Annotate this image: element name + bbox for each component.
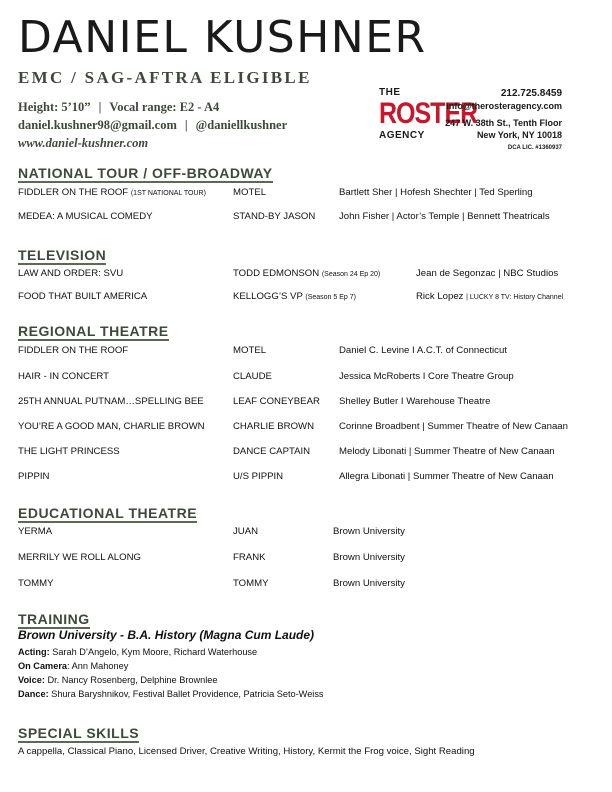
- credit: Brown University: [333, 526, 405, 537]
- credit: Shelley Butler I Warehouse Theatre: [339, 396, 491, 407]
- training-label: Voice:: [18, 675, 45, 685]
- episode-note: (Season 24 Ep 20): [321, 271, 381, 278]
- role: U/S PIPPIN: [233, 471, 284, 482]
- training-school: Brown University - B.A. History (Magna Cum Laude): [18, 628, 315, 642]
- credit: Corinne Broadbent | Summer Theatre of New Canaan: [339, 421, 568, 432]
- credit: Rick Lopez: [416, 291, 464, 302]
- vitals-line: [18, 100, 219, 115]
- show-title: MERRILY WE ROLL ALONG: [18, 552, 141, 563]
- training-teachers: Dr. Nancy Rosenberg, Delphine Brownlee: [44, 675, 218, 685]
- credit: Jean de Segonzac | NBC Studios: [416, 268, 559, 279]
- role: TOMMY: [233, 578, 269, 589]
- section-national-tour: NATIONAL TOUR / OFF-BROADWAY: [18, 165, 273, 181]
- separator: |: [98, 100, 102, 114]
- credit: Daniel C. Levine I A.C.T. of Connecticut: [339, 345, 507, 356]
- training-teachers: : Ann Mahoney: [67, 661, 129, 671]
- training-label: Acting:: [18, 647, 50, 657]
- show-title: HAIR - IN CONCERT: [18, 371, 109, 382]
- email-link[interactable]: daniel.kushner98@gmail.com: [18, 118, 177, 132]
- logo-the: THE: [379, 87, 401, 98]
- roster-agency-logo: [379, 87, 478, 141]
- credit: Brown University: [333, 578, 405, 589]
- union-status: EMC / SAG-AFTRA ELIGIBLE: [18, 68, 312, 87]
- section-regional: REGIONAL THEATRE: [18, 323, 169, 339]
- actor-name: DANIEL KUSHNER: [18, 12, 427, 63]
- agency-phone: 212.725.8459: [500, 88, 562, 99]
- show-title: YERMA: [18, 526, 53, 537]
- credit: Jessica McRoberts I Core Theatre Group: [339, 371, 514, 382]
- logo-agency: AGENCY: [379, 130, 425, 141]
- website-link[interactable]: www.daniel-kushner.com: [18, 136, 149, 150]
- training-label: On Camera: [18, 661, 68, 671]
- show-title: FIDDLER ON THE ROOF: [18, 345, 129, 356]
- show-title: LAW AND ORDER: SVU: [18, 268, 124, 279]
- role: STAND-BY JASON: [233, 211, 316, 222]
- section-training: TRAINING: [18, 611, 90, 627]
- training-acting: [18, 647, 257, 657]
- role: KELLOGG’S VP: [233, 291, 303, 302]
- contact-line: [18, 118, 287, 133]
- episode-note: (Season 5 Ep 7): [305, 294, 356, 301]
- training-dance: [18, 689, 324, 699]
- section-television: TELEVISION: [18, 247, 107, 263]
- skills-list: A cappella, Classical Piano, Licensed Driver, Creative Writing, History, Kermit the Frog voice, Sight Reading: [18, 746, 475, 757]
- credit: Bartlett Sher | Hofesh Shechter | Ted Sperling: [339, 187, 533, 198]
- role: MOTEL: [233, 187, 267, 198]
- agency-address-1: 247 W. 38th St., Tenth Floor: [445, 118, 562, 128]
- logo-roster: ROSTER: [379, 96, 478, 131]
- role: CLAUDE: [233, 371, 272, 382]
- credit: Brown University: [333, 552, 405, 563]
- role: DANCE CAPTAIN: [233, 446, 311, 457]
- show-title: TOMMY: [18, 578, 54, 589]
- agency-email[interactable]: info@therosteragency.com: [446, 101, 562, 111]
- agency-license: DCA LIC. #1360937: [507, 145, 562, 151]
- role: LEAF CONEYBEAR: [233, 396, 320, 407]
- show-title: YOU’RE A GOOD MAN, CHARLIE BROWN: [18, 421, 205, 432]
- show-title: FIDDLER ON THE ROOF: [18, 187, 129, 198]
- training-teachers: Shura Baryshnikov, Festival Ballet Providence, Patricia Seto-Weiss: [48, 689, 324, 699]
- training-teachers: Sarah D’Angelo, Kym Moore, Richard Waterhouse: [49, 647, 258, 657]
- training-label: Dance:: [18, 689, 49, 699]
- show-note: (1ST NATIONAL TOUR): [130, 190, 206, 197]
- agency-address-2: New York, NY 10018: [476, 130, 562, 140]
- vocal-range: Vocal range: E2 - A4: [109, 100, 220, 114]
- role: TODD EDMONSON: [233, 268, 320, 279]
- show-title: FOOD THAT BUILT AMERICA: [18, 291, 148, 302]
- website-line: [18, 136, 148, 151]
- social-handle[interactable]: @daniellkushner: [195, 118, 288, 132]
- credit: Allegra Libonati | Summer Theatre of New Canaan: [339, 471, 554, 482]
- role: FRANK: [233, 552, 266, 563]
- show-title: PIPPIN: [18, 471, 50, 482]
- role: CHARLIE BROWN: [233, 421, 315, 432]
- credit-note: | LUCKY 8 TV: History Channel: [466, 294, 564, 301]
- height: Height: 5’10”: [18, 100, 91, 114]
- section-educational: EDUCATIONAL THEATRE: [18, 505, 198, 521]
- training-camera: [18, 661, 128, 671]
- role: MOTEL: [233, 345, 267, 356]
- credit: Melody Libonati | Summer Theatre of New Canaan: [339, 446, 555, 457]
- show-title: 25TH ANNUAL PUTNAM…SPELLING BEE: [18, 396, 204, 407]
- section-special-skills: SPECIAL SKILLS: [18, 725, 140, 741]
- role: JUAN: [233, 526, 259, 537]
- credit: John Fisher | Actor’s Temple | Bennett Theatricals: [339, 211, 550, 222]
- show-title: MEDEA: A MUSICAL COMEDY: [18, 211, 153, 222]
- show-title: THE LIGHT PRINCESS: [18, 446, 120, 457]
- separator: |: [184, 118, 188, 132]
- training-voice: [18, 675, 218, 685]
